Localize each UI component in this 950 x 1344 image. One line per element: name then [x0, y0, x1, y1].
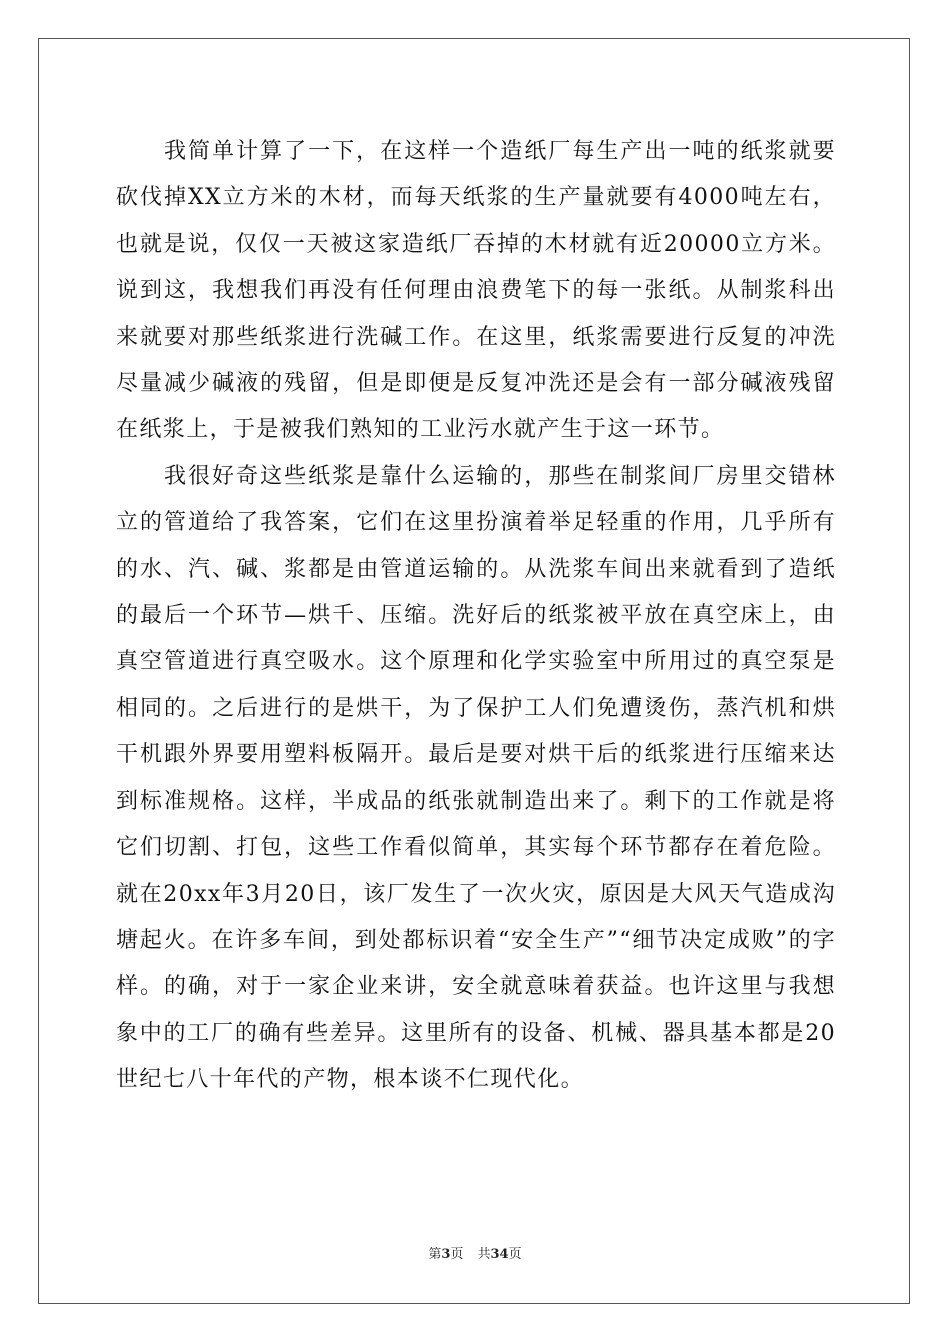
page-footer: [0, 1243, 950, 1262]
paragraph-1: 我简单计算了一下，在这样一个造纸厂每生产出一吨的纸浆就要砍伐掉XX立方米的木材，而每天纸浆的生产量就要有4000吨左右，也就是说，仅仅一天被这家造纸厂吞掉的木材就有近20000立方米。说到这，我想我们再没有任何理由浪费笔下的每一张纸。从制浆科出来就要对那些纸浆进行洗碱工作。在这里，纸浆需要进行反复的冲洗尽量减少碱液的残留，但是即便是反复冲洗还是会有一部分碱液残留在纸浆上，于是被我们熟知的工业污水就产生于这一环节。: [116, 139, 836, 443]
paragraph-2: 我很好奇这些纸浆是靠什么运输的，那些在制浆间厂房里交错林立的管道给了我答案，它们在这里扮演着举足轻重的作用，几乎所有的水、汽、碱、浆都是由管道运输的。从洗浆车间出来就看到了造纸的最后一个环节—烘千、压缩。洗好后的纸浆被平放在真空床上，由真空管道进行真空吸水。这个原理和化学实验室中所用过的真空泵是相同的。之后进行的是烘干，为了保护工人们免遭烫伤，蒸汽机和烘干机跟外界要用塑料板隔开。最后是要对烘干后的纸浆进行压缩来达到标准规格。这样，半成品的纸张就制造出来了。剩下的工作就是将它们切割、打包，这些工作看似简单，其实每个环节都存在着危险。就在20xx年3月20日，该厂发生了一次火灾，原因是大风天气造成沟塘起火。在许多车间，到处都标识着“安全生产”“细节决定成败”的字样。的确，对于一家企业来讲，安全就意味着获益。也许这里与我想象中的工厂的确有些差异。这里所有的设备、机械、器具基本都是20世纪七八十年代的产物，根本谈不仁现代化。: [116, 463, 836, 1093]
total-prefix: 共: [477, 1247, 491, 1262]
total-suffix: 页: [508, 1247, 522, 1262]
document-body: [116, 129, 836, 1104]
page-suffix: 页: [450, 1247, 464, 1262]
page-number: 3: [441, 1247, 451, 1262]
total-pages: 34: [490, 1247, 509, 1262]
page-prefix: 第: [428, 1247, 442, 1262]
